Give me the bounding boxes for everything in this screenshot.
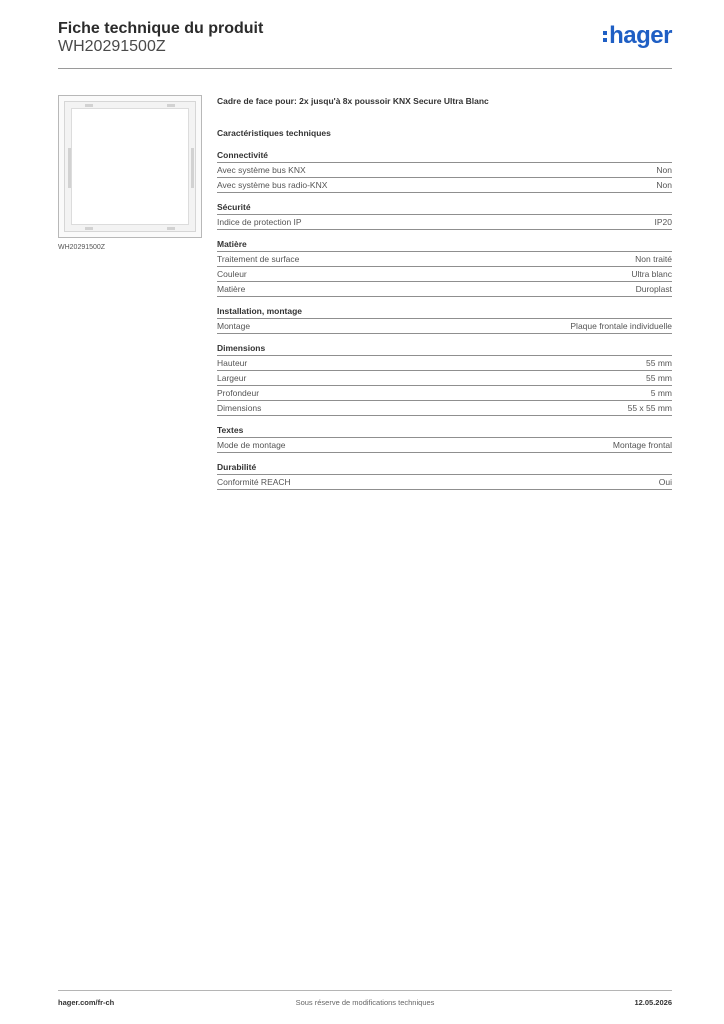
spec-group [217, 305, 672, 334]
spec-row [217, 386, 672, 401]
document-title: Fiche technique du produit [58, 20, 264, 37]
spec-label: Avec système bus radio-KNX [217, 180, 328, 190]
product-description: Cadre de face pour: 2x jusqu'à 8x poussoir KNX Secure Ultra Blanc [217, 96, 489, 106]
frame-clip [85, 104, 93, 107]
frame-clip [85, 227, 93, 230]
spec-label: Mode de montage [217, 440, 286, 450]
spec-row [217, 475, 672, 490]
spec-row [217, 401, 672, 416]
logo-text: hager [609, 22, 672, 49]
spec-label: Indice de protection IP [217, 217, 302, 227]
spec-group [217, 461, 672, 490]
page-footer [58, 998, 672, 1010]
spec-value: Non traité [635, 254, 672, 264]
spec-value: Non [656, 165, 672, 175]
spec-label: Montage [217, 321, 251, 331]
logo-colon-icon [603, 31, 607, 42]
spec-group-title: Connectivité [217, 149, 672, 163]
spec-row [217, 356, 672, 371]
spec-row [217, 178, 672, 193]
spec-group-title: Matière [217, 238, 672, 252]
spec-row [217, 215, 672, 230]
frame-clip [191, 148, 194, 188]
spec-group-title: Sécurité [217, 201, 672, 215]
spec-row [217, 319, 672, 334]
spec-label: Hauteur [217, 358, 248, 368]
spec-group-title: Dimensions [217, 342, 672, 356]
page-header [58, 20, 672, 68]
spec-row [217, 282, 672, 297]
footer-website: hager.com/fr-ch [58, 998, 115, 1007]
spec-label: Dimensions [217, 403, 262, 413]
spec-label: Profondeur [217, 388, 260, 398]
product-reference: WH20291500Z [58, 38, 166, 55]
frame-clip [167, 227, 175, 230]
spec-group [217, 424, 672, 453]
footer-date: 12.05.2026 [634, 998, 672, 1007]
spec-group-title: Durabilité [217, 461, 672, 475]
spec-value: IP20 [654, 217, 672, 227]
frame-clip [68, 148, 71, 188]
spec-value: Duroplast [635, 284, 672, 294]
spec-value: Plaque frontale individuelle [570, 321, 672, 331]
spec-value: Oui [658, 477, 672, 487]
spec-value: 55 mm [646, 358, 672, 368]
spec-row [217, 371, 672, 386]
specs-title: Caractéristiques techniques [217, 128, 331, 138]
image-caption: WH20291500Z [58, 244, 106, 251]
footer-divider [58, 990, 672, 991]
spec-row [217, 163, 672, 178]
spec-group-title: Textes [217, 424, 672, 438]
spec-value: 5 mm [650, 388, 672, 398]
product-image [58, 95, 202, 238]
spec-label: Avec système bus KNX [217, 165, 306, 175]
spec-value: 55 x 55 mm [627, 403, 672, 413]
spec-row [217, 438, 672, 453]
spec-label: Couleur [217, 269, 247, 279]
spec-value: Montage frontal [612, 440, 672, 450]
spec-value: Ultra blanc [631, 269, 672, 279]
spec-row [217, 252, 672, 267]
frame-inner [71, 108, 189, 225]
spec-value: Non [656, 180, 672, 190]
hager-logo [603, 24, 672, 48]
spec-label: Traitement de surface [217, 254, 300, 264]
spec-label: Conformité REACH [217, 477, 291, 487]
spec-value: 55 mm [646, 373, 672, 383]
spec-label: Largeur [217, 373, 247, 383]
spec-group-title: Installation, montage [217, 305, 672, 319]
spec-content [217, 95, 672, 498]
spec-group [217, 342, 672, 416]
frame-clip [167, 104, 175, 107]
footer-notice: Sous réserve de modifications techniques [295, 998, 435, 1007]
spec-group [217, 149, 672, 193]
spec-row [217, 267, 672, 282]
frame-outer [64, 101, 196, 232]
spec-label: Matière [217, 284, 246, 294]
spec-group [217, 238, 672, 297]
header-divider [58, 68, 672, 69]
spec-group [217, 201, 672, 230]
spec-groups [217, 149, 672, 490]
